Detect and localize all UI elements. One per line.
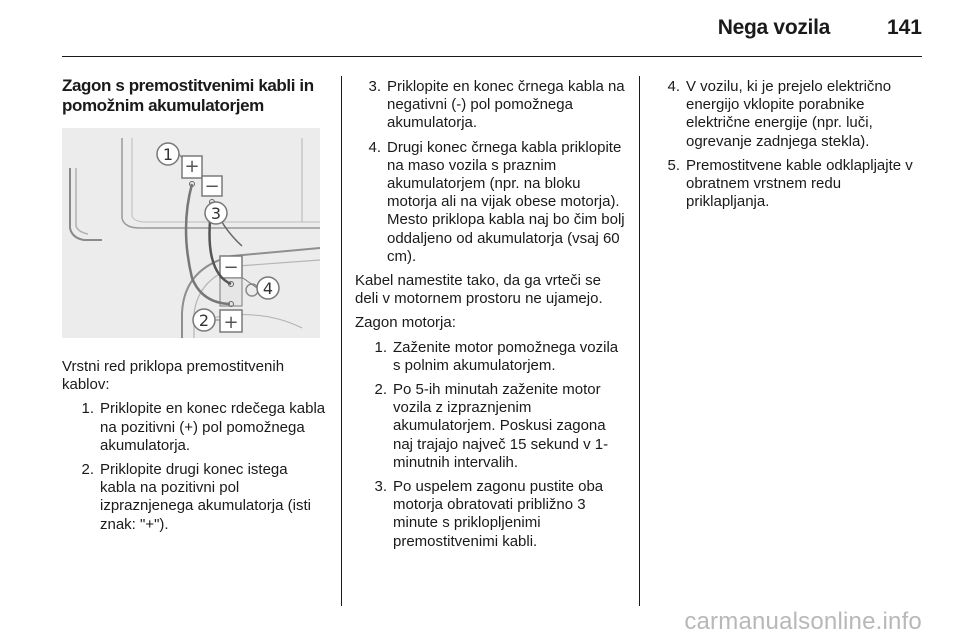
callout-3: 3 [210,204,222,223]
list-item-number: 4. [667,78,680,95]
header-rule [62,56,922,57]
jump-start-diagram [62,128,320,338]
callout-1: 1 [162,145,174,164]
plus-terminal-top-label: + [184,156,200,177]
page-header-title: Nega vozila [717,16,830,39]
column-divider-1 [341,76,342,606]
list-item-number: 1. [81,400,94,418]
callout-4: 4 [262,279,274,298]
list-item-number: 2. [81,461,94,479]
list-item-number: 1. [374,338,387,356]
intro-text: Vrstni red priklopa premostitvenih kablov: [62,358,285,394]
jump-start-illustration [62,128,320,338]
page-number: 141 [886,16,922,39]
list-item [355,78,627,133]
minus-terminal-bottom-label: − [223,257,239,278]
list-item [355,139,627,266]
footer-watermark: carmanualsonline.info [684,608,922,635]
minus-terminal-top-label: − [204,176,220,197]
list-item [62,400,326,455]
list-item-text: Priklopite drugi konec istega kabla na pozitivni pol izpraznjenega akumulatorja (isti znak: "+"). [100,461,311,533]
list-item-text: Priklopite en konec rdečega kabla na pozitivni (+) pol pomožnega akumulatorja. [100,400,326,454]
list-item [355,381,627,472]
column-3 [654,78,922,211]
list-item [62,461,326,534]
list-item-text: Drugi konec črnega kabla priklopite na maso vozila s praznim akumulatorjem (npr. na bloku motorja ali na vijak obese motorja). Mesto priklopa kabla naj bo čim bolj oddaljeno od akumulatorja (vsaj 60 cm). [387,138,625,265]
list-item [654,78,922,151]
list-item [654,157,922,212]
column-divider-2 [639,76,640,606]
list-item-number: 3. [374,478,387,496]
list-item-number: 3. [368,78,381,95]
cable-note: Kabel namestite tako, da ga vrteči se deli v motornem prostoru ne ujamejo. [355,272,603,308]
list-item-number: 5. [667,156,680,174]
list-item-text: V vozilu, ki je prejelo električno energijo vklopite porabnike električne energije (npr. luči, ogrevanje zadnjega stekla). [686,78,892,150]
list-item-number: 4. [368,138,381,156]
list-item-text: Zaženite motor pomožnega vozila s polnim akumulatorjem. [393,338,619,374]
callout-2: 2 [198,311,210,330]
start-heading: Zagon motorja: [355,314,456,332]
plus-terminal-bottom-label: + [223,312,239,333]
list-item-number: 2. [374,381,387,399]
list-item [355,339,627,375]
section-heading: Zagon s premostitvenimi kabli in pomožnim akumulatorjem [62,76,314,115]
list-item [355,478,627,551]
list-item-text: Premostitvene kable odklapljajte v obratnem vrstnem redu priklapljanja. [686,156,913,211]
list-item-text: Po 5-ih minutah zaženite motor vozila z izpraznjenim akumulatorjem. Poskusi zagona naj trajajo največ 15 sekund v 1-minutnih intervalih. [393,381,609,471]
list-item-text: Priklopite en konec črnega kabla na negativni (-) pol pomožnega akumulatorja. [387,78,625,132]
list-item-text: Po uspelem zagonu pustite oba motorja obratovati približno 3 minute s priklopljenimi premostitvenimi kabli. [393,478,604,550]
column-1 [62,76,326,534]
column-2 [355,78,627,551]
